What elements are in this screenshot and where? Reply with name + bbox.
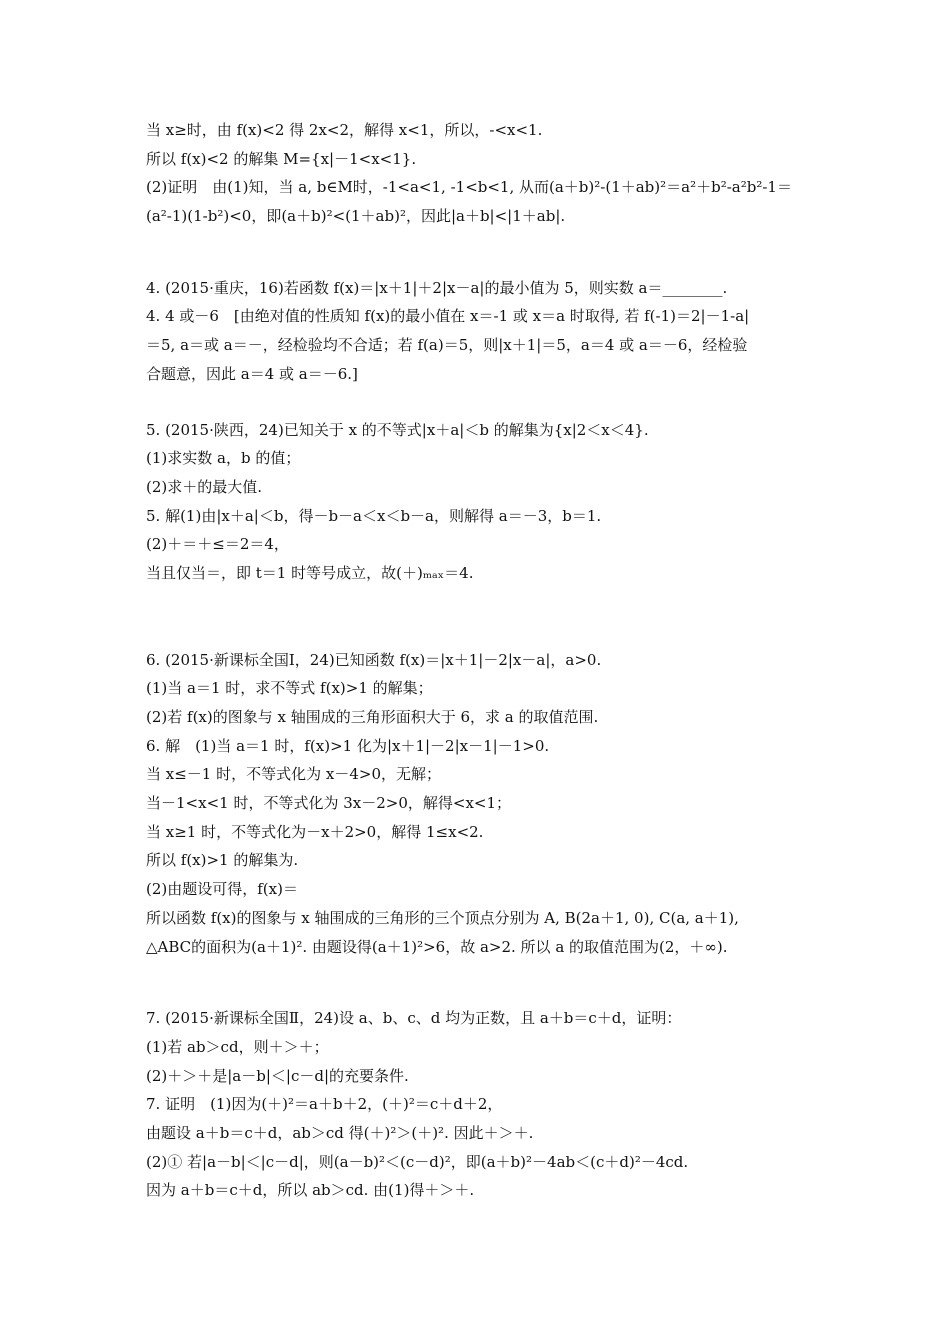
text-line: 5. 解(1)由|x＋a|＜b，得－b－a＜x＜b－a，则解得 a＝－3，b＝1. [146, 506, 602, 525]
text-line: (2)证明 由(1)知，当 a, b∈M时，-1<a<1, -1<b<1, 从而(a＋b)²-(1＋ab)²＝a²＋b²-a²b²-1＝ [146, 178, 792, 197]
text-line: 所以函数 f(x)的图象与 x 轴围成的三角形的三个顶点分别为 A, B(2a＋1, 0), C(a, a＋1), [146, 908, 739, 927]
text-line: (1)若 ab＞cd，则＋＞＋； [146, 1037, 329, 1056]
text-line: 5. (2015·陕西，24)已知关于 x 的不等式|x＋a|＜b 的解集为{x|2＜x＜4}. [146, 420, 649, 439]
text-line: (2)求＋的最大值. [146, 477, 263, 496]
text-line: (2)若 f(x)的图象与 x 轴围成的三角形面积大于 6，求 a 的取值范围. [146, 708, 599, 726]
problem-7 [146, 1004, 870, 1205]
text-line: 当 x≥1 时，不等式化为－x＋2>0，解得 1≤x<2. [146, 822, 484, 841]
text-line: 当－1<x<1 时，不等式化为 3x－2>0，解得<x<1； [146, 794, 512, 813]
text-line: 当且仅当＝，即 t＝1 时等号成立，故(＋)ₘₐₓ＝4. [146, 563, 474, 582]
text-line: △ABC的面积为(a＋1)². 由题设得(a＋1)²>6，故 a>2. 所以 a 的取值范围为(2，＋∞). [146, 937, 728, 956]
text-line: (2)① 若|a－b|＜|c－d|，则(a－b)²＜(c－d)²，即(a＋b)²－4ab＜(c＋d)²－4cd. [146, 1152, 689, 1171]
text-line: 由题设 a＋b＝c＋d，ab＞cd 得(＋)²＞(＋)². 因此＋＞＋. [146, 1123, 534, 1142]
text-line: 4. (2015·重庆，16)若函数 f(x)＝|x＋1|＋2|x－a|的最小值为 5，则实数 a＝________. [146, 278, 728, 297]
text-line: (2)由题设可得，f(x)＝ [146, 880, 298, 899]
text-line: 所以 f(x)>1 的解集为. [146, 851, 299, 870]
text-line: 7. (2015·新课标全国Ⅱ，24)设 a、b、c、d 均为正数，且 a＋b＝c＋d，证明： [146, 1009, 682, 1028]
text-line: (1)求实数 a，b 的值； [146, 449, 301, 468]
problem-3-solution-continued [146, 116, 870, 231]
text-line: 合题意，因此 a＝4 或 a＝－6.] [146, 364, 358, 383]
text-line: 所以 f(x)<2 的解集 M={x|－1<x<1}. [146, 149, 417, 168]
problem-5 [146, 416, 870, 588]
text-line: 4. 4 或－6 [由绝对值的性质知 f(x)的最小值在 x＝-1 或 x＝a 时取得, 若 f(-1)＝2|－1-a| [146, 307, 750, 326]
text-line: (2)＋＞＋是|a－b|＜|c－d|的充要条件. [146, 1066, 409, 1085]
text-line: 当 x≥时，由 f(x)<2 得 2x<2，解得 x<1，所以，-<x<1. [146, 121, 543, 139]
text-line: 6. (2015·新课标全国Ⅰ，24)已知函数 f(x)＝|x＋1|－2|x－a|，a>0. [146, 650, 602, 669]
problem-6 [146, 646, 870, 962]
text-line: 因为 a＋b＝c＋d，所以 ab＞cd. 由(1)得＋＞＋. [146, 1181, 475, 1200]
text-line: (2)＋＝＋≤＝2＝4， [146, 535, 289, 554]
text-line: (1)当 a＝1 时，求不等式 f(x)>1 的解集； [146, 679, 433, 698]
problem-4 [146, 274, 870, 389]
text-line: (a²-1)(1-b²)<0，即(a＋b)²<(1＋ab)²，因此|a＋b|<|1＋ab|. [146, 207, 566, 226]
text-line: 6. 解 (1)当 a＝1 时，f(x)>1 化为|x＋1|－2|x－1|－1>0. [146, 736, 550, 755]
text-line: 当 x≤－1 时，不等式化为 x－4>0，无解； [146, 765, 441, 784]
text-line: ＝5, a＝或 a＝－，经检验均不合适；若 f(a)＝5，则|x＋1|＝5，a＝4 或 a＝－6，经检验 [146, 336, 748, 355]
text-line: 7. 证明 (1)因为(＋)²＝a＋b＋2，(＋)²＝c＋d＋2， [146, 1095, 503, 1114]
